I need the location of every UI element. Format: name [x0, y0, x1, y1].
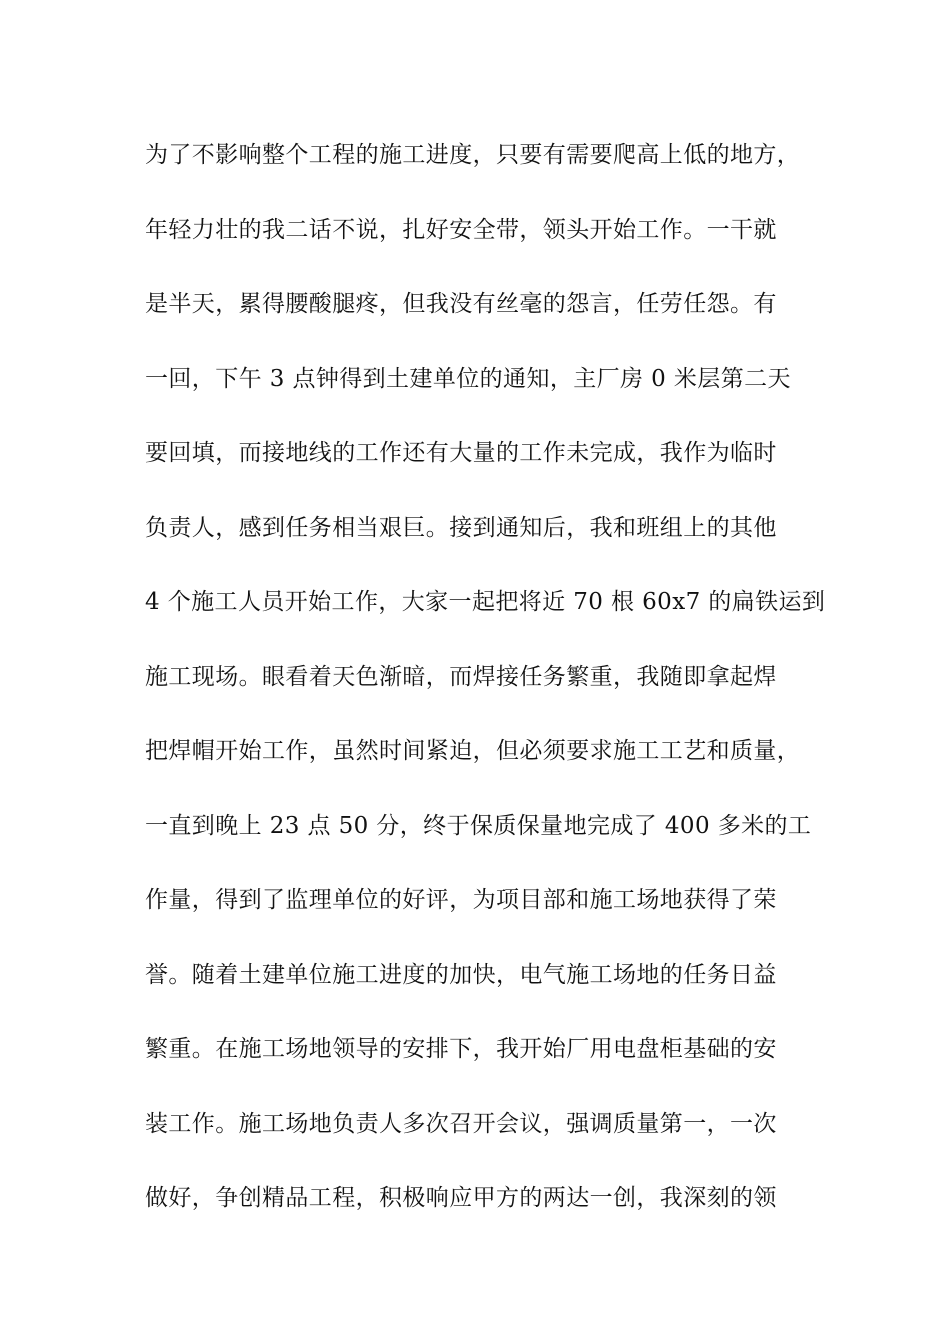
text-line: 誉。随着土建单位施工进度的加快，电气施工场地的任务日益	[145, 961, 777, 988]
text-line: 是半天，累得腰酸腿疼，但我没有丝毫的怨言，任劳任怨。有	[145, 291, 777, 317]
text-line: 装工作。施工场地负责人多次召开会议，强调质量第一，一次	[145, 1110, 777, 1137]
text-line: 繁重。在施工场地领导的安排下，我开始厂用电盘柜基础的安	[145, 1036, 777, 1062]
text-line: 一回，下午 3 点钟得到土建单位的通知，主厂房 0 米层第二天	[145, 365, 791, 392]
text-line: 作量，得到了监理单位的好评，为项目部和施工场地获得了荣	[145, 887, 777, 913]
text-line: 负责人，感到任务相当艰巨。接到通知后，我和班组上的其他	[145, 514, 777, 541]
text-line: 施工现场。眼看着天色渐暗，而焊接任务繁重，我随即拿起焊	[145, 663, 777, 690]
text-line: 年轻力壮的我二话不说，扎好安全带，领头开始工作。一干就	[145, 216, 777, 243]
text-line: 一直到晚上 23 点 50 分，终于保质保量地完成了 400 多米的工	[145, 812, 812, 839]
body-paragraph	[145, 128, 845, 1246]
text-line: 4 个施工人员开始工作，大家一起把将近 70 根 60x7 的扁铁运到	[145, 589, 826, 615]
text-line: 把焊帽开始工作，虽然时间紧迫，但必须要求施工工艺和质量，	[145, 738, 801, 764]
text-line: 做好，争创精品工程，积极响应甲方的两达一创，我深刻的领	[145, 1185, 777, 1211]
text-line: 要回填，而接地线的工作还有大量的工作未完成，我作为临时	[145, 440, 777, 466]
text-line: 为了不影响整个工程的施工进度，只要有需要爬高上低的地方，	[145, 142, 801, 168]
